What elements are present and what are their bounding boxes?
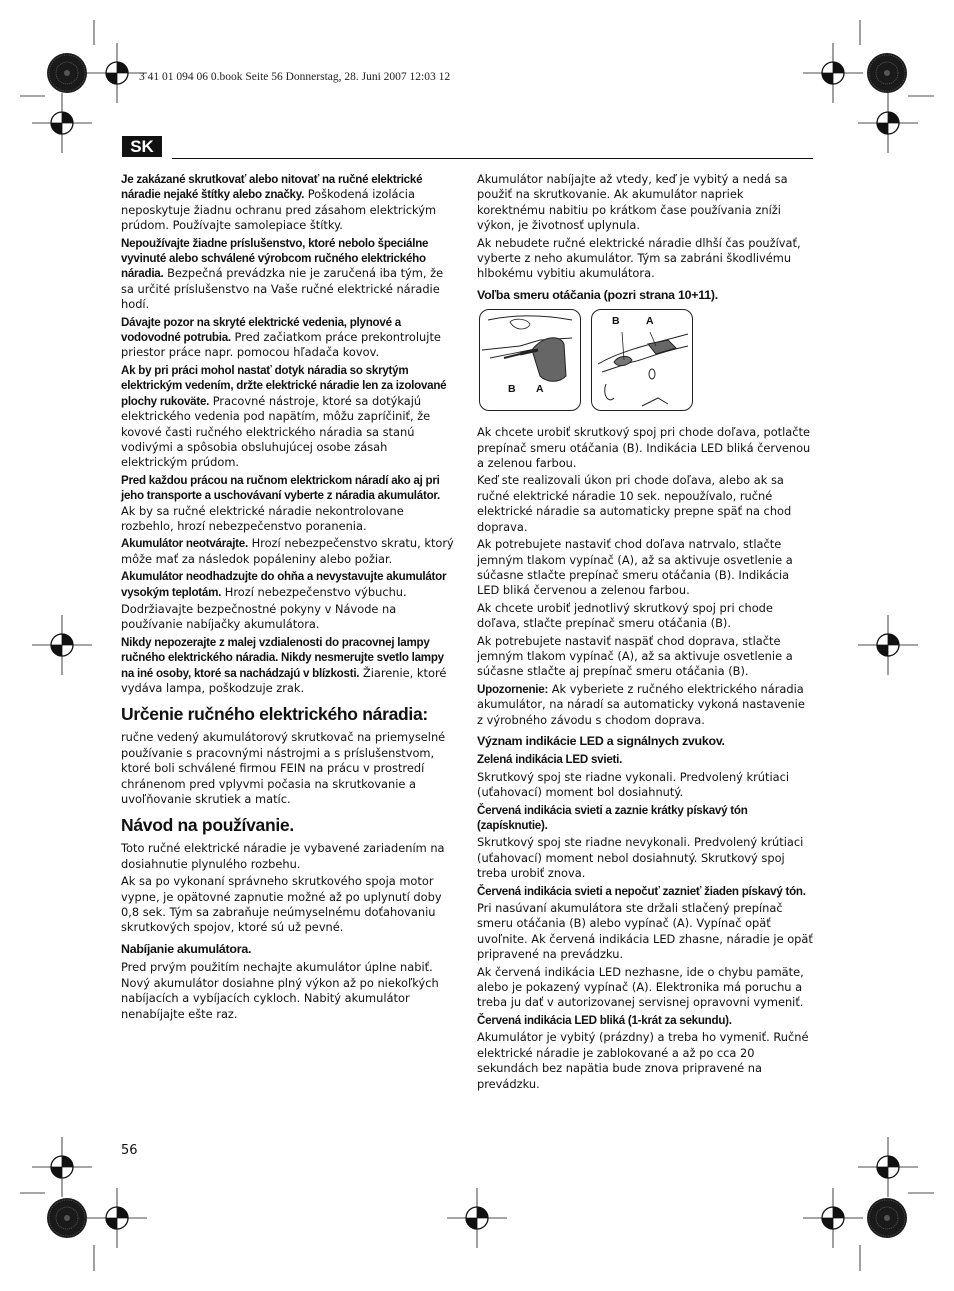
body-text: Keď ste realizovali úkon pri chode doľava, alebo ak sa ručné elektrické náradie 10 sek. nepoužívalo, ručné elektrické náradie sa automaticky prepne späť na chod doprava. xyxy=(477,473,792,534)
rotation-switch-figure xyxy=(477,309,813,413)
warning-bold: Dávajte pozor na skryté elektrické vedenia, plynové a vodovodné potrubia. xyxy=(121,315,401,345)
figure-panel-left xyxy=(479,309,581,411)
body-text: Pri nasúvaní akumulátora ste držali stlačený prepínač smeru otáčania (B) alebo vypínač (A). Vypínač opäť uvoľnite. Ak červená indikácia LED zhasne, náradie je opäť pripravené na prevádzku. xyxy=(477,901,813,962)
led-state-red-beep-text xyxy=(477,835,813,881)
body-text: Skrutkový spoj ste riadne nevykonali. Predvolený krútiaci (uťahovací) moment nebol dosiahnutý. Skrutkový spoj treba urobiť znova. xyxy=(477,835,804,881)
work-lamp-paragraph xyxy=(121,635,456,697)
body-text: Ak chcete urobiť skrutkový spoj pri chode doľava, potlačte prepínač smeru otáčania (B). Indikácia LED bliká červenou a zelenou farbou. xyxy=(477,425,811,471)
body-text: Akumulátor je vybitý (prázdny) a treba ho vymeniť. Ručné elektrické náradie je zablokované a až po cca 20 sekundách bez napätia bude znova pripravené na prevádzku. xyxy=(477,1030,809,1091)
body-text: Ak sa po vykonaní správneho skrutkového spoja motor vypne, je opätovné zapnutie možné až po uplynutí doby 0,8 sek. Tým sa zabraňuje neúmyselnému doťahovaniu skrutkových spojov, ktoré sú už pevné. xyxy=(121,874,442,935)
warning-text: Hrozí nebezpečenstvo výbuchu. xyxy=(221,584,407,599)
section-heading-instructions: Návod na používanie. xyxy=(121,815,294,836)
subheading-rotation: Voľba smeru otáčania (pozri strana 10+11). xyxy=(477,287,718,302)
led-state-green-text xyxy=(477,770,813,801)
reverse-paragraph xyxy=(477,425,813,471)
soft-start-paragraph xyxy=(121,841,456,872)
warning-text: Pracovné nástroje, ktoré sa dotýkajú elektrického vedenia pod napätím, môžu zapríčiniť, že kovové časti ručného elektrického náradia sa stanú vodivými a spôsobia obsluhujúcej osobe zásah elektrickým prúdom. xyxy=(121,393,431,470)
note-paragraph xyxy=(477,682,813,728)
label-b: B xyxy=(508,383,516,396)
warning-bold: Akumulátor neodhadzujte do ohňa a nevystavujte akumulátor vysokým teplotám. xyxy=(121,570,447,599)
warning-text: Hrozí nebezpečenstvo skratu, ktorý môže mať za následok popáleniny alebo požiar. xyxy=(121,536,454,566)
safety-labels-paragraph xyxy=(121,172,456,234)
storage-paragraph xyxy=(477,236,813,282)
warning-bold: Pred každou prácou na ručnom elektrickom náradí ako aj pri jeho transporte a uschovávaní vyberte z náradia akumulátor. xyxy=(121,473,441,503)
body-text: Ak vyberiete z ručného elektrického náradia akumulátor, na náradí sa automaticky vykoná nastavenie z výrobného závodu s chodom doprava. xyxy=(477,681,805,727)
body-text: Ak nebudete ručné elektrické náradie dlhší čas používať, vyberte z neho akumulátor. Tým sa zabráni škodlivému hlbokému vybitiu akumulátora. xyxy=(477,235,801,281)
label-a: A xyxy=(536,383,544,396)
subheading-led-meaning: Význam indikácie LED a signálnych zvukov. xyxy=(477,733,725,748)
charger-instructions-paragraph xyxy=(121,602,456,633)
body-text: Ak červená indikácia LED nezhasne, ide o chybu pamäte, alebo je pokazený vypínač (A). Elektronika má poruchu a treba ju dať v autorizovanej servisnej opravovni vymeniť. xyxy=(477,964,804,1010)
file-info-line: 3 41 01 094 06 0.book Seite 56 Donnerstag, 28. Juni 2007 12:03 12 xyxy=(139,71,451,83)
battery-open-paragraph xyxy=(121,536,456,567)
label-a: A xyxy=(646,315,654,328)
body-text: Dodržiavajte bezpečnostné pokyny v Návode na používanie nabíjačky akumulátora. xyxy=(121,601,397,632)
body-text: ručne vedený akumulátorový skrutkovač na priemyselné používanie s pracovnými nástrojmi a s príslušenstvom, ktoré boli schválené firmou FEIN na prácu v prostredí chránenom pred vplyvmi počasia na skrutkovanie a uvoľňovanie skrutiek a matíc. xyxy=(121,730,446,807)
led-state-label: Zelená indikácia LED svieti. xyxy=(477,753,623,767)
charge-when-empty-paragraph xyxy=(477,172,813,234)
body-text: Skrutkový spoj ste riadne vykonali. Predvolený krútiaci (uťahovací) moment bol dosiahnutý. xyxy=(477,769,790,800)
led-state-red-blink-text xyxy=(477,1030,813,1092)
led-state-red-beep xyxy=(477,803,813,834)
tool-illustration-right xyxy=(592,310,692,410)
auto-switch-back-paragraph xyxy=(477,473,813,535)
body-text: Pred prvým použitím nechajte akumulátor úplne nabiť. Nový akumulátor dosiahne plný výkon až po niekoľkých nabíjacích a vybíjacích cykloch. Nabitý akumulátor nenabíjajte ešte raz. xyxy=(121,960,439,1021)
right-column xyxy=(477,172,813,1094)
body-text: Akumulátor nabíjajte až vtedy, keď je vybitý a nedá sa použiť na skrutkovanie. Ak akumulátor napriek korektnému nabitiu po krátkom čase používania zníži výkon, je životnosť uplynula. xyxy=(477,172,788,233)
body-text: Ak chcete urobiť jednotlivý skrutkový spoj pri chode doľava, stlačte prepínač smeru otáčania (B). xyxy=(477,600,773,631)
warning-text: Ak by sa ručné elektrické náradie nekontrolovane rozbehlo, hrozí nebezpečenstvo poranenia. xyxy=(121,503,404,533)
figure-panel-right xyxy=(591,309,693,411)
restart-delay-paragraph xyxy=(121,874,456,936)
remove-battery-paragraph xyxy=(121,473,456,535)
led-state-label: Červená indikácia svieti a nepočuť zaznieť žiaden pískavý tón. xyxy=(477,884,806,898)
back-to-forward-paragraph xyxy=(477,634,813,680)
led-state-label: Červená indikácia svieti a zaznie krátky pískavý tón (zapísknutie). xyxy=(477,803,748,832)
subheading-charging: Nabíjanie akumulátora. xyxy=(121,941,252,956)
body-text: Toto ručné elektrické náradie je vybavené zariadením na dosiahnutie plynulého rozbehu. xyxy=(121,841,445,871)
body-text: Ak potrebujete nastaviť naspäť chod doprava, stlačte jemným tlakom vypínač (A), až sa aktivuje osvetlenie a súčasne stlačte aj prepínač smeru otáčania (B). xyxy=(477,633,793,679)
left-column xyxy=(121,172,456,1024)
led-state-red-silent-text-2 xyxy=(477,965,813,1011)
warning-text: Bezpečná prevádzka nie je zaručená iba tým, že sa určité príslušenstvo na Vaše ručné elektrické náradie hodí. xyxy=(121,266,444,312)
language-badge: SK xyxy=(122,136,162,157)
note-label: Upozornenie: xyxy=(477,682,549,696)
intended-use-paragraph xyxy=(121,730,456,807)
warning-bold: Ak by pri práci mohol nastať dotyk náradia so skrytým elektrickým vedením, držte elektrické náradie len za izolované plochy rukoväte. xyxy=(121,363,447,408)
tool-illustration-left xyxy=(480,310,580,410)
warning-text: Žiarenie, ktoré vydáva lampa, poškodzuje zrak. xyxy=(121,665,447,695)
warning-text: Poškodená izolácia neposkytuje žiadnu ochranu pred zásahom elektrickým prúdom. Používajte samolepiace štítky. xyxy=(121,187,437,233)
insulated-grip-paragraph xyxy=(121,363,456,471)
permanent-reverse-paragraph xyxy=(477,537,813,599)
led-state-green xyxy=(477,752,813,767)
page-number: 56 xyxy=(121,1143,138,1158)
single-reverse-paragraph xyxy=(477,601,813,632)
warning-bold: Akumulátor neotvárajte. xyxy=(121,537,248,551)
warning-text: Pred začiatkom práce prekontrolujte priestor práce napr. pomocou hľadača kovov. xyxy=(121,330,441,360)
charging-paragraph xyxy=(121,960,456,1022)
warning-bold: Nikdy nepozerajte z malej vzdialenosti do pracovnej lampy ručného elektrického náradia. Nikdy nesmerujte svetlo lampy na iné osoby, ktoré sa nachádzajú v blízkosti. xyxy=(121,635,444,680)
led-state-red-blink xyxy=(477,1013,813,1028)
battery-fire-paragraph xyxy=(121,569,456,600)
section-heading-intended-use: Určenie ručného elektrického náradia: xyxy=(121,704,428,725)
hidden-lines-paragraph xyxy=(121,315,456,361)
led-state-red-silent-text xyxy=(477,901,813,963)
led-state-red-silent xyxy=(477,884,813,899)
body-text: Ak potrebujete nastaviť chod doľava natrvalo, stlačte jemným tlakom vypínač (A), až sa aktivuje osvetlenie a súčasne stlačte prepínač smeru otáčania (B). Indikácia LED bliká červenou a zelenou farbou. xyxy=(477,537,793,598)
label-b: B xyxy=(612,315,620,328)
accessories-paragraph xyxy=(121,236,456,313)
warning-bold: Nepoužívajte žiadne príslušenstvo, ktoré nebolo špeciálne vyvinuté alebo schválené výrobcom ručného elektrického náradia. xyxy=(121,236,429,281)
header-rule xyxy=(172,158,813,159)
warning-bold: Je zakázané skrutkovať alebo nitovať na ručné elektrické náradie nejaké štítky alebo značky. xyxy=(121,173,423,202)
led-state-label: Červená indikácia LED bliká (1-krát za sekundu). xyxy=(477,1013,732,1027)
